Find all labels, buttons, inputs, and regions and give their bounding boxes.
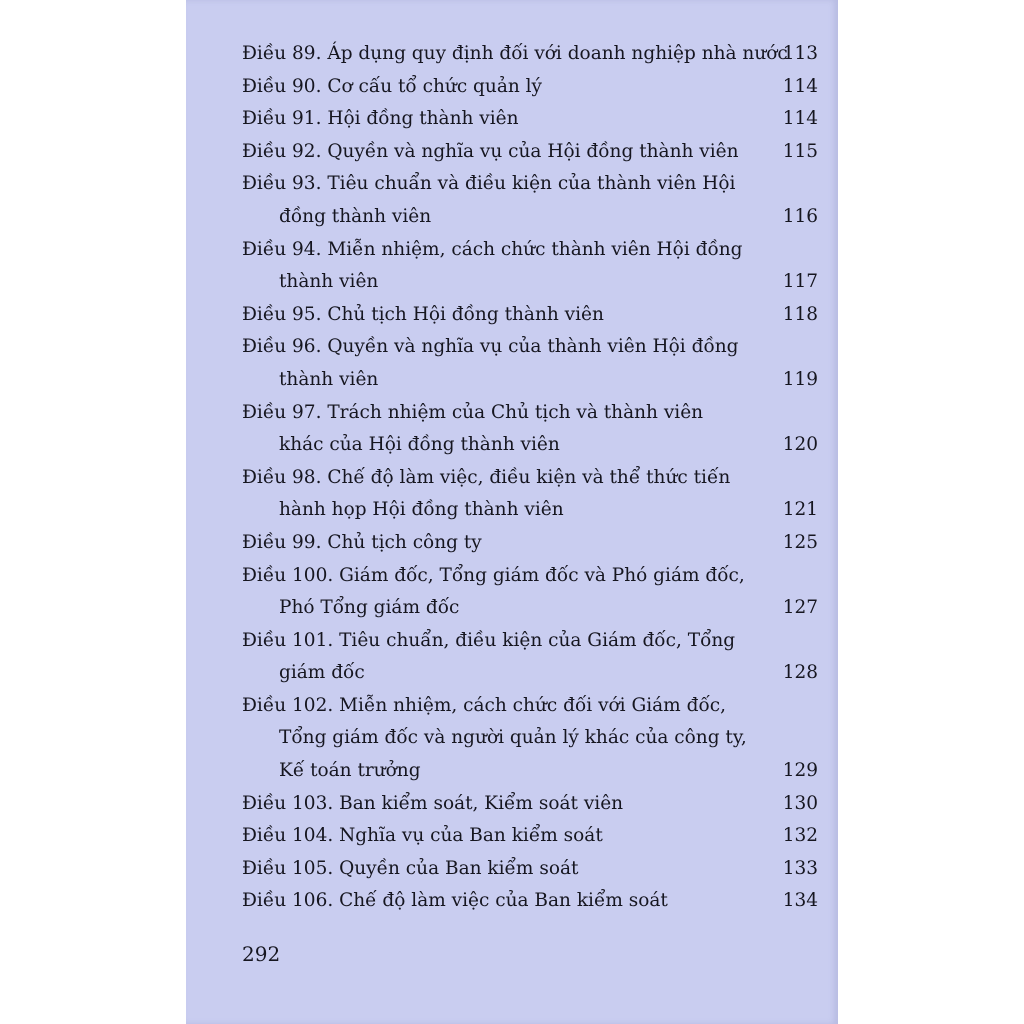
- toc-entry-title-continued: Kế toán trưởng: [279, 760, 421, 782]
- toc-entry: [242, 625, 818, 690]
- toc-entry-title-continued: Phó Tổng giám đốc: [279, 597, 460, 619]
- toc-entry-title: Điều 104. Nghĩa vụ của Ban kiểm soát: [242, 825, 603, 847]
- toc-entry: [242, 462, 818, 527]
- toc-entry-title-continued: thành viên: [279, 271, 379, 293]
- toc-entry-page: 114: [782, 75, 818, 97]
- toc-entry-title: Điều 105. Quyền của Ban kiểm soát: [242, 857, 579, 879]
- toc-entry-page: 118: [782, 303, 818, 325]
- toc-entry-page: 115: [782, 140, 818, 162]
- toc-entry: [242, 168, 818, 233]
- toc-entry: [242, 397, 818, 462]
- toc-entry: [242, 820, 818, 853]
- toc-entry-page: 132: [782, 825, 818, 847]
- toc-entry-title: Điều 93. Tiêu chuẩn và điều kiện của thành viên Hội: [242, 173, 736, 195]
- toc-entry-page: 113: [782, 43, 818, 64]
- toc-entry-page: 130: [782, 792, 818, 814]
- page-number: 292: [242, 942, 281, 966]
- toc-entry-title: Điều 103. Ban kiểm soát, Kiểm soát viên: [242, 792, 624, 814]
- toc-entry-title: Điều 94. Miễn nhiệm, cách chức thành viên Hội đồng: [242, 238, 743, 260]
- toc-entry-title-continued: Tổng giám đốc và người quản lý khác của công ty,: [279, 727, 747, 749]
- toc-entry: [242, 103, 818, 136]
- toc-entry: [242, 299, 818, 332]
- toc-entry-title-continued: thành viên: [279, 368, 379, 390]
- toc-entry: [242, 560, 818, 625]
- toc-entry-title-continued: khác của Hội đồng thành viên: [279, 434, 560, 456]
- toc-entry-page: 133: [782, 857, 818, 879]
- toc-entry-page: 128: [782, 662, 818, 684]
- toc-entry-page: 120: [782, 434, 818, 456]
- toc-entry: [242, 38, 818, 71]
- toc-entry: [242, 136, 818, 169]
- toc-entry-title-continued: hành họp Hội đồng thành viên: [279, 499, 564, 521]
- toc-entry: [242, 71, 818, 104]
- table-of-contents: [242, 38, 818, 918]
- toc-entry: [242, 690, 818, 788]
- toc-entry-title: Điều 98. Chế độ làm việc, điều kiện và thể thức tiến: [242, 466, 731, 488]
- toc-entry-page: 121: [782, 499, 818, 521]
- toc-entry-title: Điều 99. Chủ tịch công ty: [242, 531, 482, 553]
- toc-entry-title: Điều 102. Miễn nhiệm, cách chức đối với Giám đốc,: [242, 694, 727, 716]
- toc-entry-title: Điều 100. Giám đốc, Tổng giám đốc và Phó giám đốc,: [242, 564, 745, 586]
- toc-entry-page: 127: [782, 597, 818, 619]
- toc-entry-page: 125: [782, 531, 818, 553]
- toc-entry-title: Điều 91. Hội đồng thành viên: [242, 108, 519, 130]
- toc-entry-page: 129: [782, 760, 818, 782]
- toc-entry-page: 134: [782, 890, 818, 912]
- toc-entry-title: Điều 106. Chế độ làm việc của Ban kiểm soát: [242, 890, 668, 912]
- toc-entry-title: Điều 95. Chủ tịch Hội đồng thành viên: [242, 303, 604, 325]
- toc-entry-title-continued: giám đốc: [279, 662, 365, 684]
- toc-entry-title: Điều 96. Quyền và nghĩa vụ của thành viên Hội đồng: [242, 336, 739, 358]
- toc-entry-page: 114: [782, 108, 818, 130]
- toc-entry-page: 117: [782, 271, 818, 293]
- toc-entry-page: 119: [782, 368, 818, 390]
- toc-entry: [242, 853, 818, 886]
- toc-entry-title: Điều 89. Áp dụng quy định đối với doanh nghiệp nhà nước: [242, 43, 788, 64]
- toc-entry: [242, 331, 818, 396]
- toc-entry: [242, 234, 818, 299]
- toc-entry-title: Điều 101. Tiêu chuẩn, điều kiện của Giám đốc, Tổng: [242, 629, 736, 651]
- toc-entry-title-continued: đồng thành viên: [279, 205, 432, 227]
- toc-entry: [242, 527, 818, 560]
- toc-entry-title: Điều 92. Quyền và nghĩa vụ của Hội đồng thành viên: [242, 140, 739, 162]
- toc-entry: [242, 788, 818, 821]
- toc-entry: [242, 885, 818, 918]
- toc-entry-page: 116: [782, 205, 818, 227]
- toc-entry-title: Điều 97. Trách nhiệm của Chủ tịch và thành viên: [242, 401, 704, 423]
- toc-entry-title: Điều 90. Cơ cấu tổ chức quản lý: [242, 75, 543, 97]
